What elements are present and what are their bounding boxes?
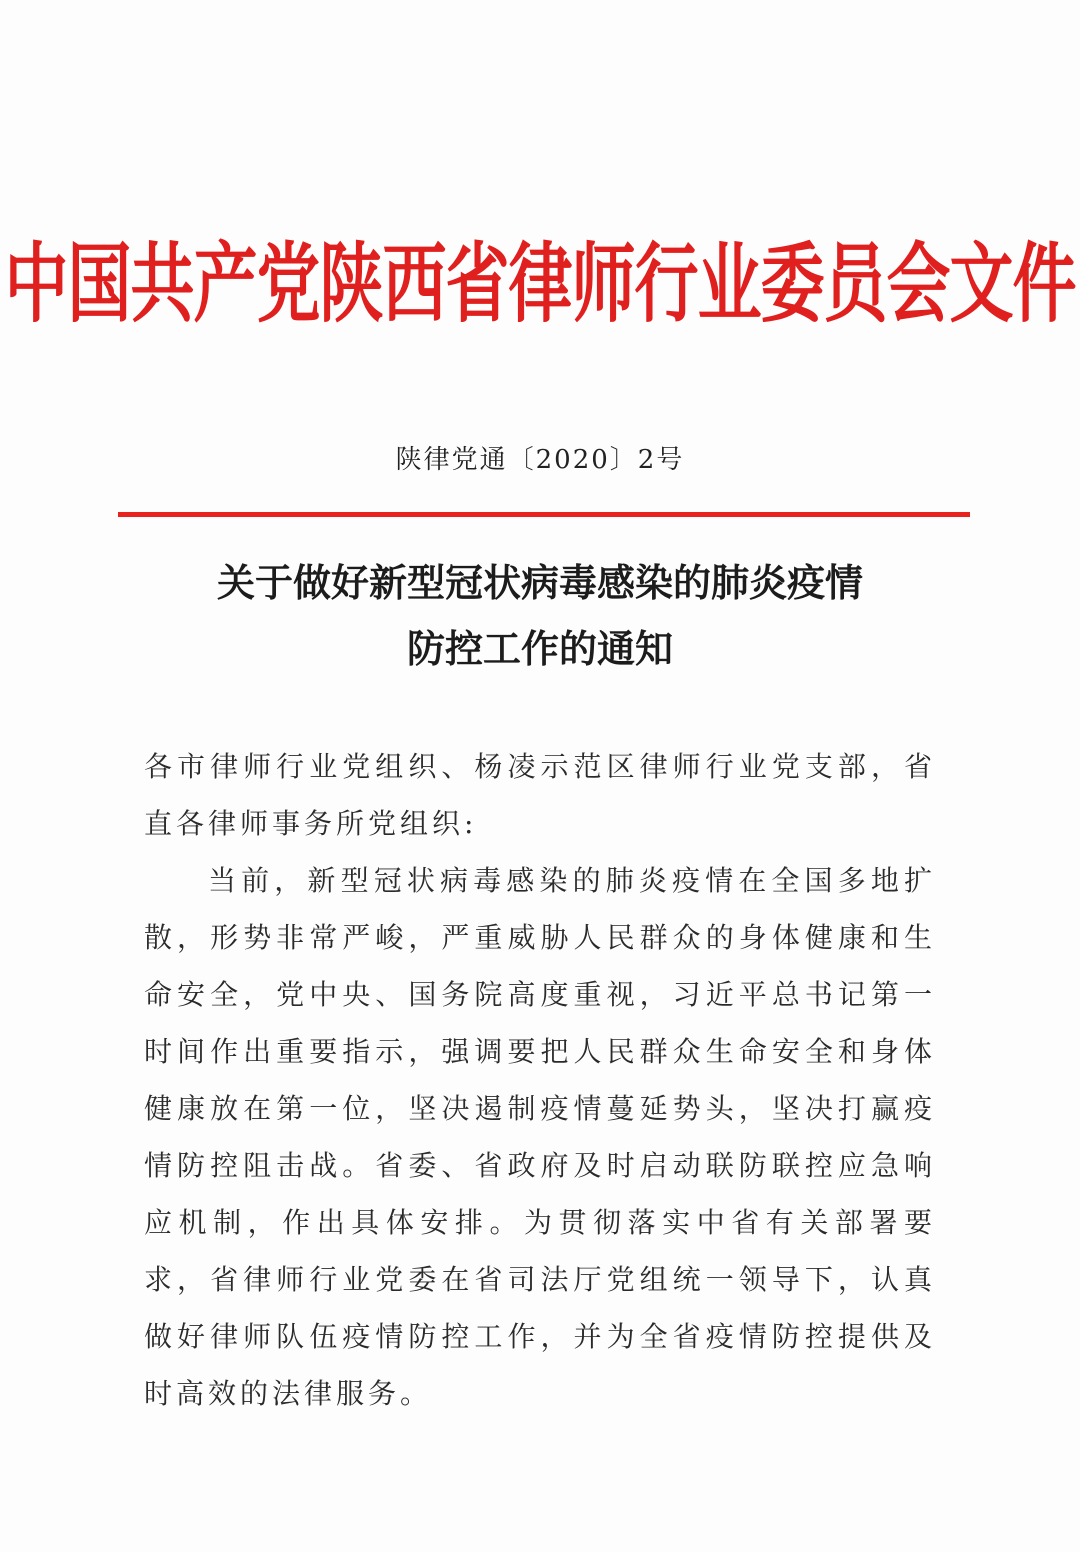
body-paragraph: 当前，新型冠状病毒感染的肺炎疫情在全国多地扩散，形势非常严峻，严重威胁人民群众的身体健康和生命安全，党中央、国务院高度重视，习近平总书记第一时间作出重要指示，强调要把人民群众生命安全和身体健康放在第一位，坚决遏制疫情蔓延势头，坚决打赢疫情防控阻击战。省委、省政府及时启动联防联控应急响应机制，作出具体安排。为贯彻落实中省有关部署要求，省律师行业党委在省司法厅党组统一领导下，认真做好律师队伍疫情防控工作，并为全省疫情防控提供及时高效的法律服务。 <box>144 864 936 1410</box>
notice-title-line-2: 防控工作的通知 <box>406 626 673 671</box>
notice-body <box>144 738 936 1422</box>
red-divider-line <box>118 512 970 517</box>
salutation: 各市律师行业党组织、杨凌示范区律师行业党支部，省直各律师事务所党组织: <box>144 750 936 840</box>
document-number: 陕律党通〔2020〕2号 <box>395 445 685 475</box>
masthead-title: 中国共产党陕西省律师行业委员会文件 <box>4 233 1076 335</box>
notice-title <box>100 550 980 682</box>
notice-title-line-1: 关于做好新型冠状病毒感染的肺炎疫情 <box>216 560 863 605</box>
